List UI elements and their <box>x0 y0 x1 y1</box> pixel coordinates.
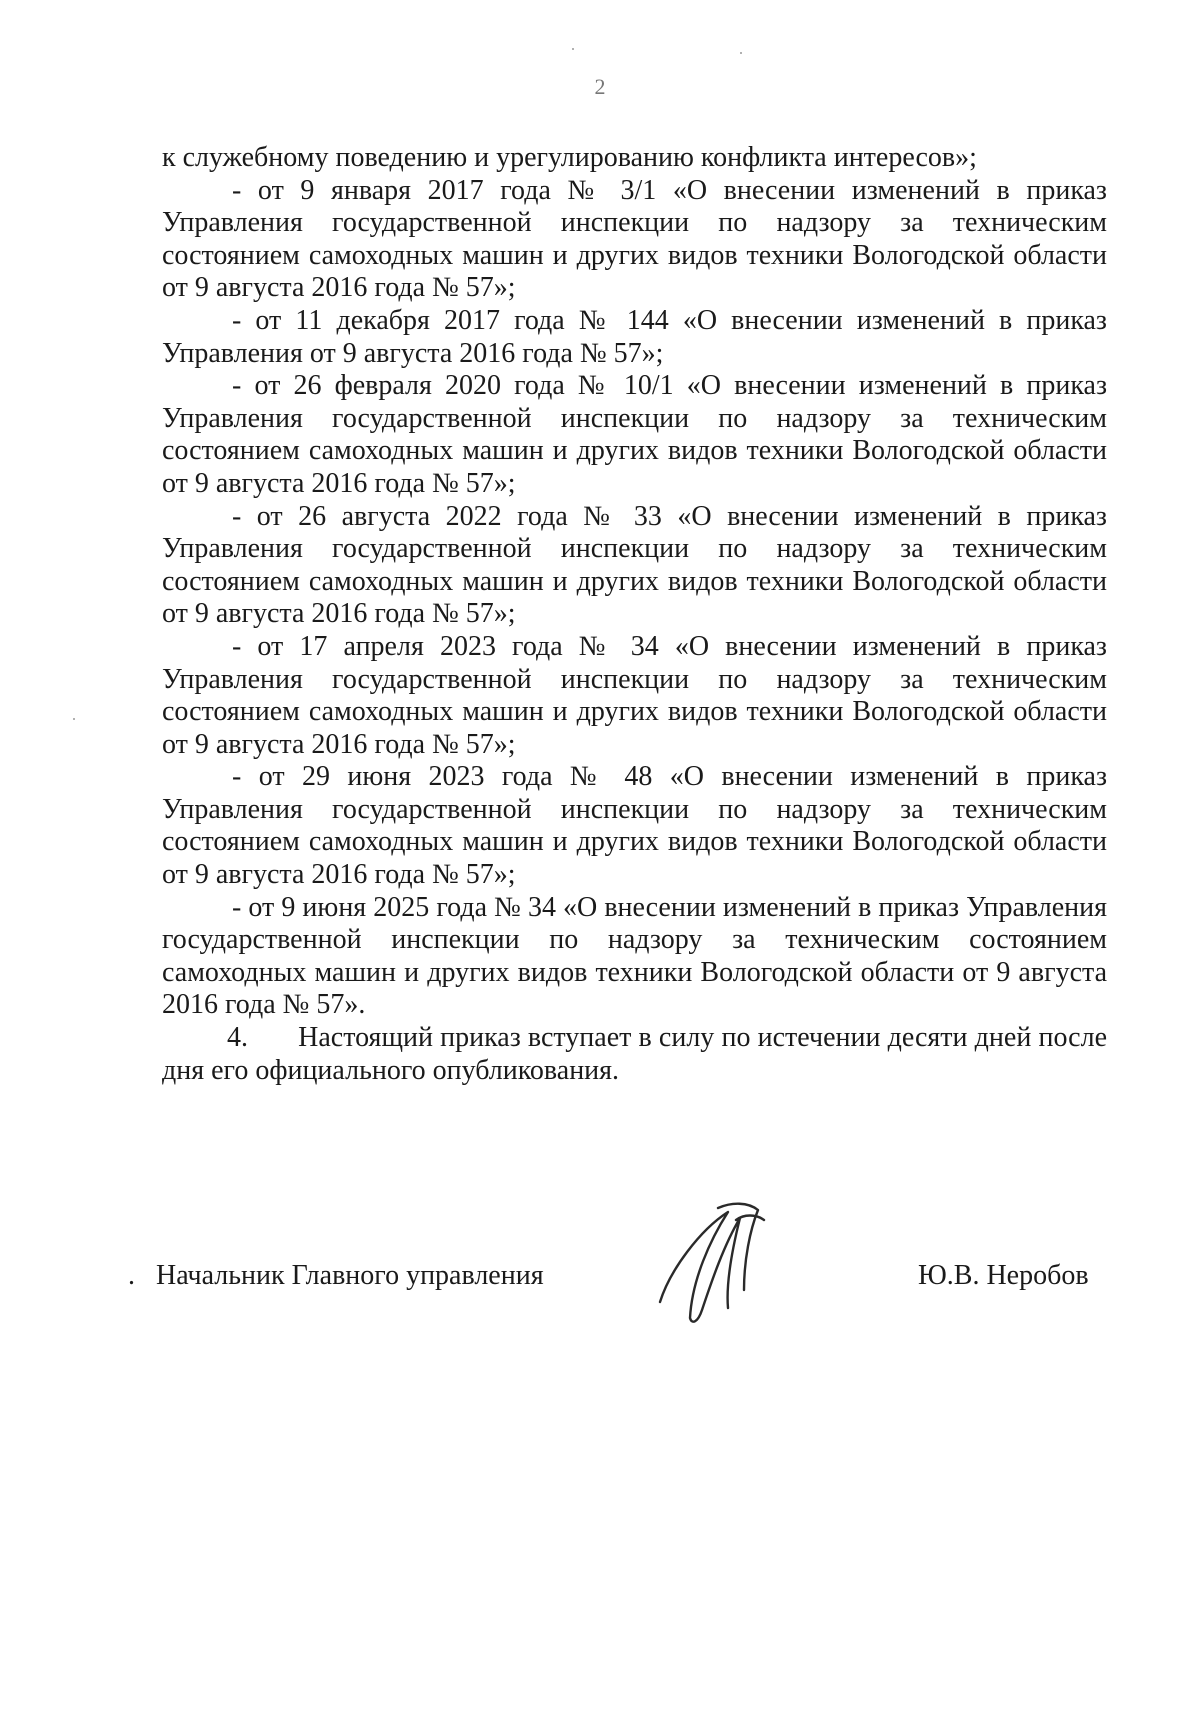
signatory-name: Ю.В. Неробов <box>918 1260 1089 1291</box>
list-item: - от 26 августа 2022 года № 33 «О внесении изменений в приказ Управления государственной инспекции по надзору за техническим состоянием самоходных машин и других видов техники Вологодской области от 9 августа 2016 года № 57»; <box>162 500 1107 630</box>
list-item: - от 26 февраля 2020 года № 10/1 «О внесении изменений в приказ Управления государственной инспекции по надзору за техническим состоянием самоходных машин и других видов техники Вологодской области от 9 августа 2016 года № 57»; <box>162 370 1107 499</box>
signature-block <box>0 1260 1200 1320</box>
page-number: 2 <box>594 74 606 99</box>
list-item: - от 9 июня 2025 года № 34 «О внесении изменений в приказ Управления государственной инспекции по надзору за техническим состоянием самоходных машин и других видов техники Вологодской области от 9 августа 2016 года № 57». <box>162 891 1107 1021</box>
list-item: - от 11 декабря 2017 года № 144 «О внесении изменений в приказ Управления от 9 августа 2016 года № 57»; <box>162 304 1107 369</box>
signature-dot: . <box>128 1260 135 1291</box>
list-item: - от 29 июня 2023 года № 48 «О внесении изменений в приказ Управления государственной инспекции по надзору за техническим состоянием самоходных машин и других видов техники Вологодской области от 9 августа 2016 года № 57»; <box>162 761 1107 891</box>
scan-speck <box>73 718 75 720</box>
paragraph-continuation: к служебному поведению и урегулированию конфликта интересов»; <box>162 142 977 173</box>
document-body <box>162 142 1107 1087</box>
scan-speck <box>572 48 574 50</box>
list-item: - от 17 апреля 2023 года № 34 «О внесении изменений в приказ Управления государственной инспекции по надзору за техническим состоянием самоходных машин и других видов техники Вологодской области от 9 августа 2016 года № 57»; <box>162 630 1107 760</box>
signatory-title: Начальник Главного управления <box>156 1260 544 1291</box>
numbered-item-4: 4. Настоящий приказ вступает в силу по истечении десяти дней после дня его официального опубликования. <box>162 1022 1107 1086</box>
list-item: - от 9 января 2017 года № 3/1 «О внесении изменений в приказ Управления государственной инспекции по надзору за техническим состоянием самоходных машин и других видов техники Вологодской области от 9 августа 2016 года № 57»; <box>162 174 1107 304</box>
scan-speck <box>740 52 742 54</box>
